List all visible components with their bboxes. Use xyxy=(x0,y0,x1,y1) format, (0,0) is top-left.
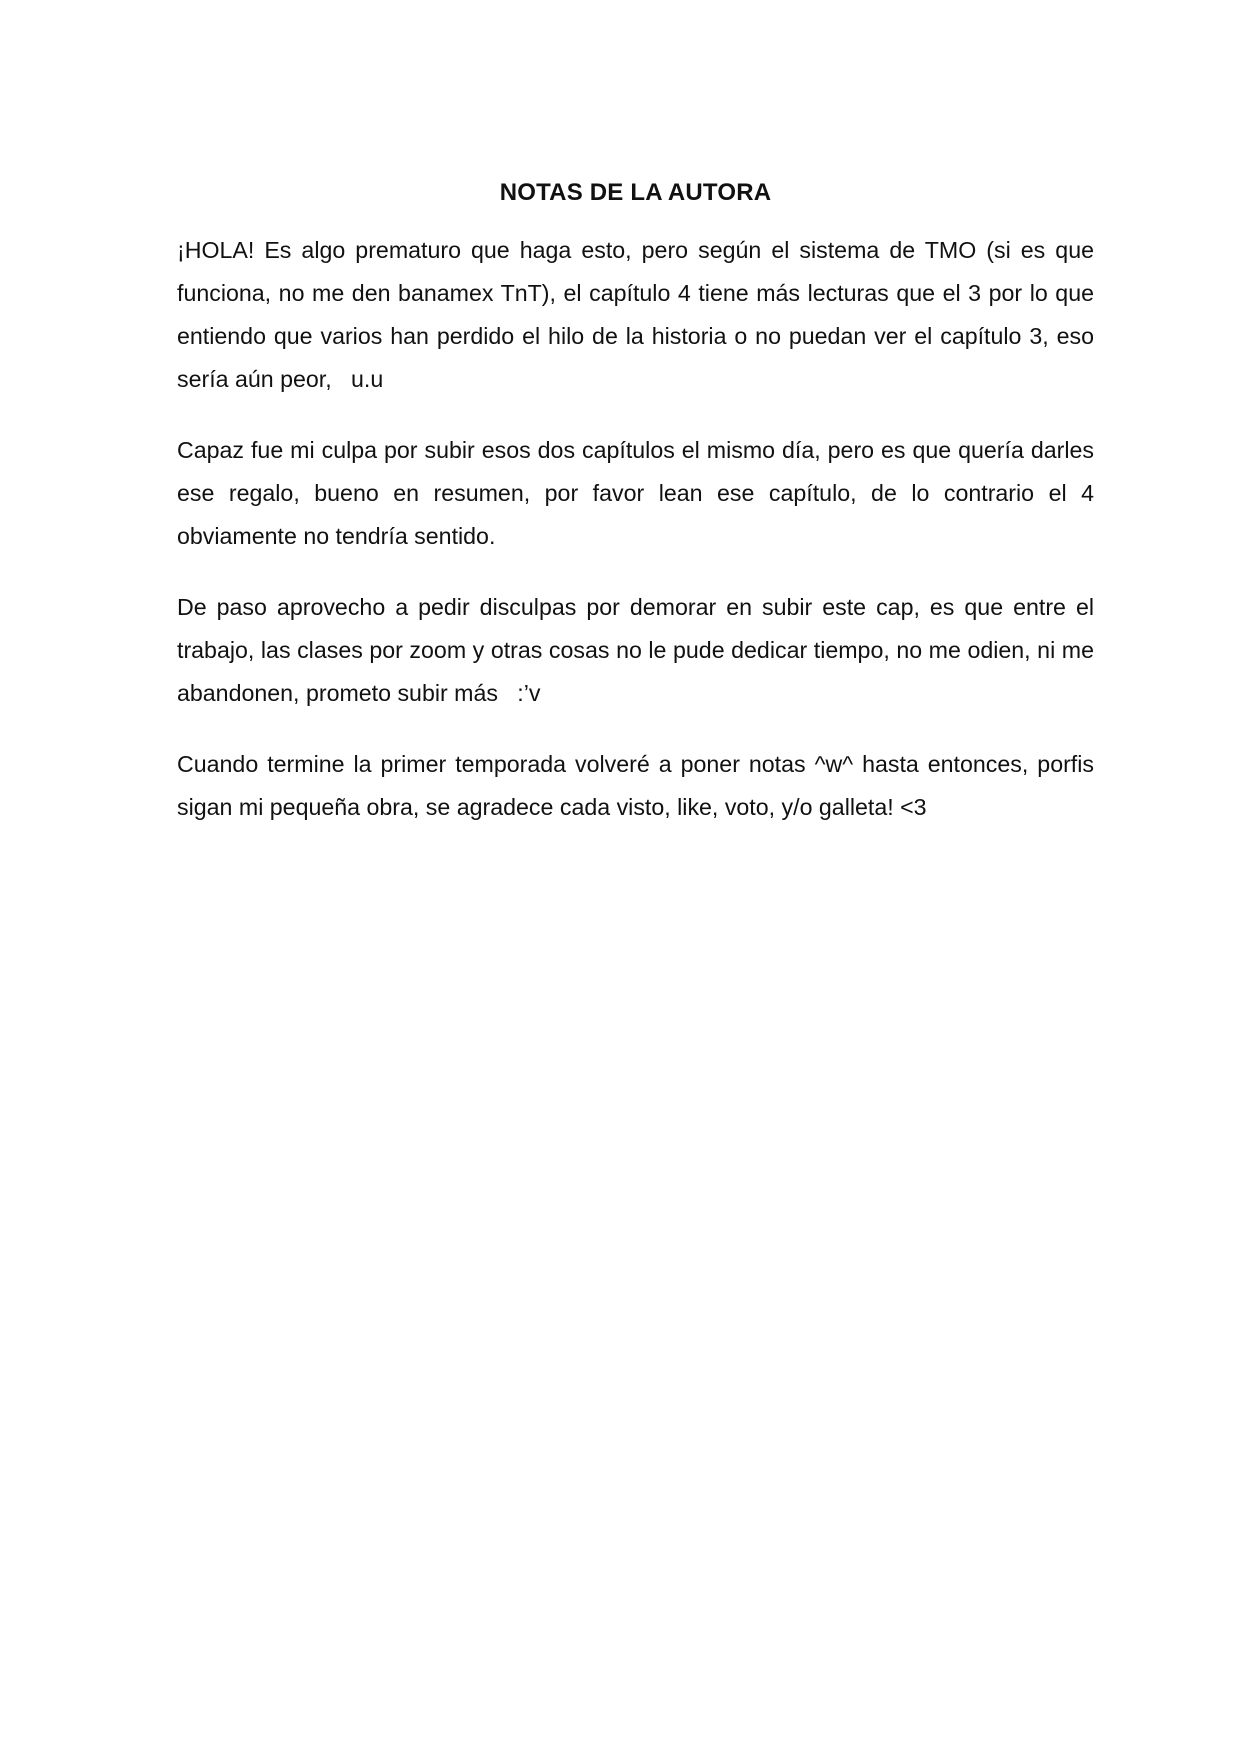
page-title: NOTAS DE LA AUTORA xyxy=(499,179,772,206)
paragraph-apology-delay: De paso aprovecho a pedir disculpas por demorar en subir este cap, es que entre el trabajo, las clases por zoom y otras cosas no le pude dedicar tiempo, no me odien, ni me abandonen, prometo subir más :’v xyxy=(177,594,1094,706)
paragraph-apology-chapters: Capaz fue mi culpa por subir esos dos capítulos el mismo día, pero es que quería darles ese regalo, bueno en resumen, por favor lean ese capítulo, de lo contrario el 4 obviamente no tendría sentido. xyxy=(177,437,1094,549)
paragraph-closing: Cuando termine la primer temporada volveré a poner notas ^w^ hasta entonces, porfis sigan mi pequeña obra, se agradece cada visto, like, voto, y/o galleta! <3 xyxy=(177,751,1094,820)
document-body xyxy=(177,178,1094,829)
paragraph-intro: ¡HOLA! Es algo prematuro que haga esto, pero según el sistema de TMO (si es que funciona, no me den banamex TnT), el capítulo 4 tiene más lecturas que el 3 por lo que entiendo que varios han perdido el hilo de la historia o no puedan ver el capítulo 3, eso sería aún peor, u.u xyxy=(177,237,1094,392)
